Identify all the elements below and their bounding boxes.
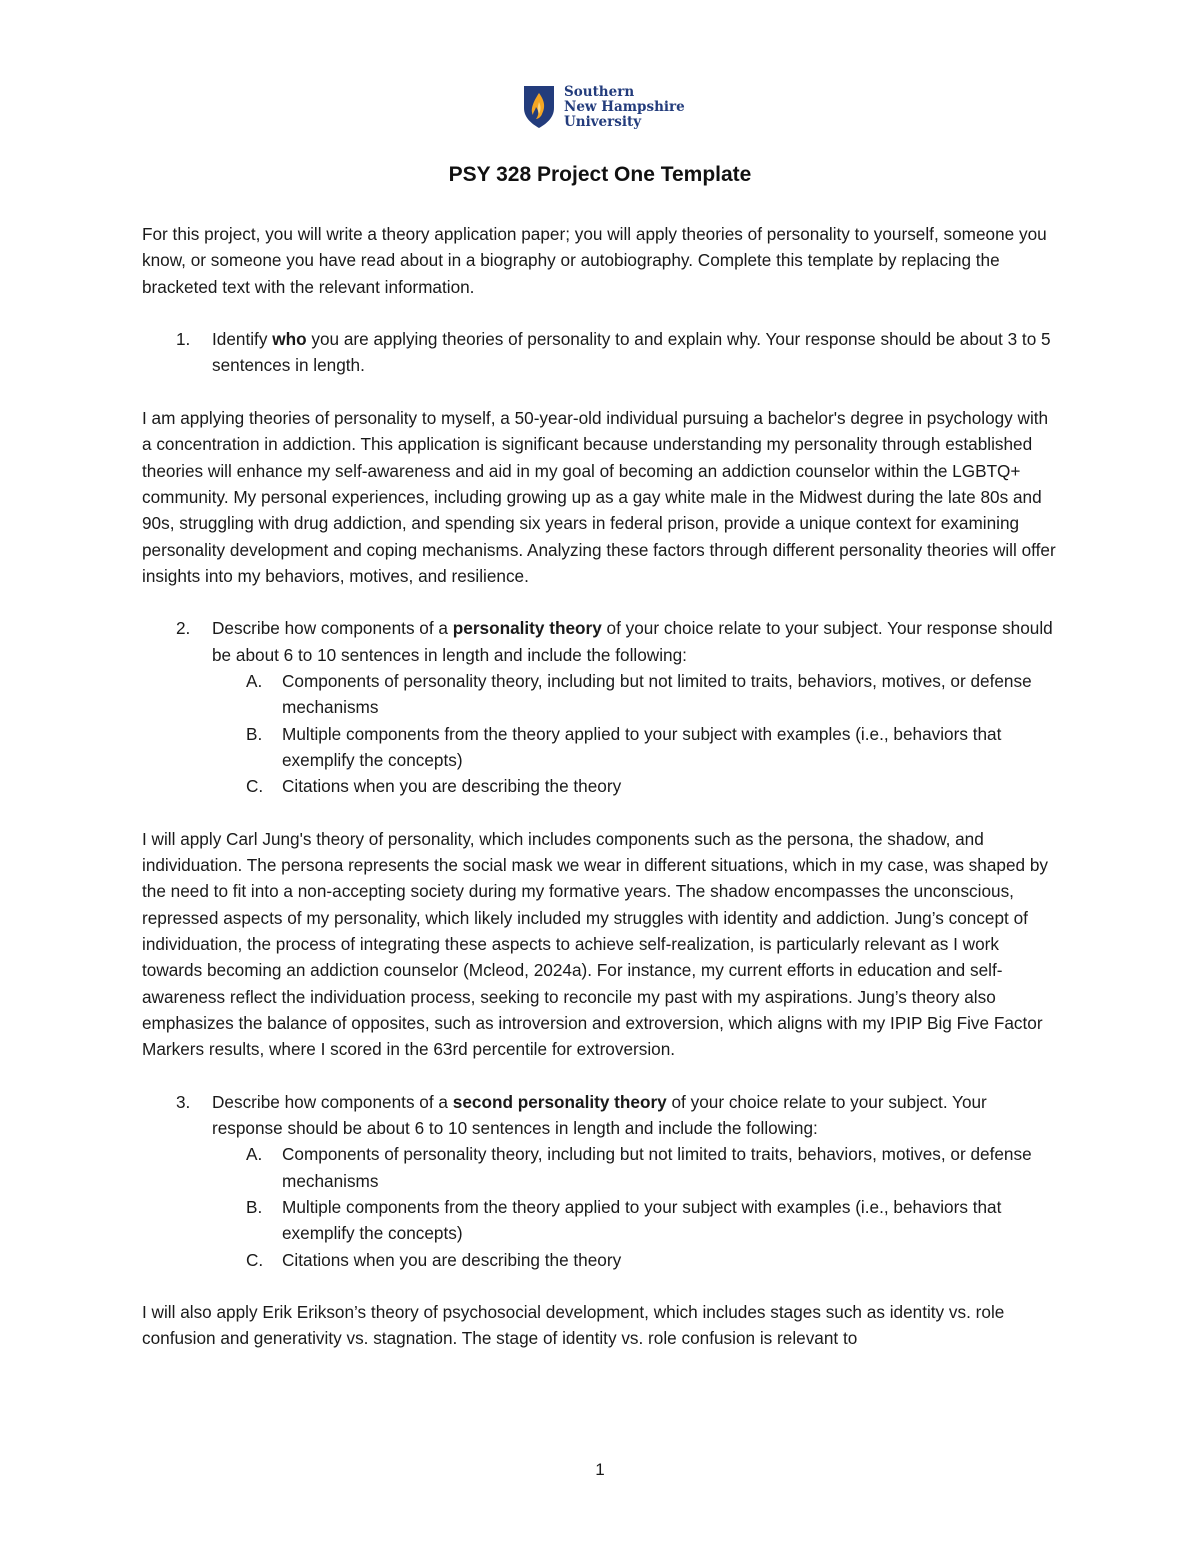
item-text: Citations when you are describing the theory bbox=[282, 1249, 622, 1270]
answer-3-paragraph: I will also apply Erik Erikson’s theory of psychosocial development, which includes stages such as identity vs. role confusion and generativity vs. stagnation. The stage of identity vs. role confusion is relevant to bbox=[142, 1302, 1005, 1349]
question-1-number: 1. bbox=[176, 329, 191, 350]
answer-1-paragraph: I am applying theories of personality to myself, a 50-year-old individual pursuing a bachelor's degree in psychology with a concentration in addiction. This application is significant because understanding my personality through established theories will enhance my self-awareness and aid in my goal of becoming an addiction counselor within the LGBTQ+ community. My personal experiences, including growing up as a gay white male in the Midwest during the late 80s and 90s, struggling with drug addiction, and spending six years in federal prison, provide a unique context for examining personality development and coping mechanisms. Analyzing these factors through different personality theories will offer insights into my behaviors, motives, and resilience. bbox=[142, 408, 1056, 586]
question-2-number: 2. bbox=[176, 618, 191, 639]
page-number: 1 bbox=[595, 1460, 605, 1479]
page-title: PSY 328 Project One Template bbox=[448, 163, 752, 186]
question-3-text-post: of your choice relate to your subject. Your response should be about 6 to 10 sentences in length and include the following: bbox=[212, 1091, 987, 1139]
item-letter: C. bbox=[246, 1249, 264, 1270]
item-letter: C. bbox=[246, 776, 264, 797]
university-logo bbox=[522, 84, 685, 130]
question-3-text-pre: Describe how components of a bbox=[212, 1091, 453, 1112]
question-2 bbox=[142, 615, 1062, 668]
item-text: Multiple components from the theory applied to your subject with examples (i.e., behaviors that exemplify the concepts) bbox=[282, 723, 1002, 770]
question-3-item-b bbox=[142, 1194, 1062, 1247]
question-1 bbox=[142, 326, 1062, 379]
question-1-text-bold: who bbox=[272, 329, 307, 350]
intro-paragraph: For this project, you will write a theory application paper; you will apply theories of personality to yourself, someone you know, or someone you have read about in a biography or autobiography. Complete this template by replacing the bracketed text with the relevant information. bbox=[142, 224, 1047, 297]
item-letter: B. bbox=[246, 1196, 263, 1217]
question-3-text-bold: second personality theory bbox=[452, 1091, 667, 1112]
question-2-text-post: of your choice relate to your subject. Your response should be about 6 to 10 sentences in length and include the following: bbox=[212, 618, 1053, 665]
question-3-item-a bbox=[142, 1141, 1062, 1194]
item-letter: A. bbox=[246, 1144, 263, 1165]
question-3-number: 3. bbox=[176, 1091, 191, 1112]
answer-2-paragraph: I will apply Carl Jung's theory of personality, which includes components such as the persona, the shadow, and individuation. The persona represents the social mask we wear in different situations, which in my case, was shaped by the need to fit into a non-accepting society during my formative years. The shadow encompasses the unconscious, repressed aspects of my personality, which likely included my struggles with identity and addiction. Jung’s concept of individuation, the process of integrating these aspects to achieve self-realization, is particularly relevant as I work towards becoming an addiction counselor (Mcleod, 2024a). For instance, my current efforts in education and self-awareness reflect the individuation process, seeking to reconcile my past with my aspirations. Jung’s theory also emphasizes the balance of opposites, such as introversion and extroversion, which aligns with my IPIP Big Five Factor Markers results, where I scored in the 63rd percentile for extroversion. bbox=[142, 828, 1049, 1060]
question-2-item-a bbox=[142, 668, 1062, 721]
question-3 bbox=[142, 1089, 1062, 1142]
logo-line-1: Southern bbox=[564, 83, 635, 100]
logo-wordmark bbox=[564, 85, 685, 130]
question-1-text-pre: Identify bbox=[212, 329, 273, 350]
item-letter: A. bbox=[246, 671, 263, 692]
question-2-item-b bbox=[142, 721, 1062, 774]
item-text: Components of personality theory, including but not limited to traits, behaviors, motives, or defense mechanisms bbox=[282, 1144, 1032, 1191]
logo-line-2: New Hampshire bbox=[564, 98, 685, 115]
question-2-item-c bbox=[142, 773, 1062, 799]
document-body bbox=[142, 221, 1062, 1352]
logo-line-3: University bbox=[564, 113, 642, 130]
shield-flame-icon bbox=[522, 84, 556, 130]
question-1-text-post: you are applying theories of personality to and explain why. Your response should be about 3 to 5 sentences in length. bbox=[212, 329, 1051, 376]
question-2-text-pre: Describe how components of a bbox=[212, 618, 453, 639]
item-text: Components of personality theory, including but not limited to traits, behaviors, motives, or defense mechanisms bbox=[282, 671, 1032, 718]
item-letter: B. bbox=[246, 723, 263, 744]
item-text: Citations when you are describing the theory bbox=[282, 776, 622, 797]
item-text: Multiple components from the theory applied to your subject with examples (i.e., behaviors that exemplify the concepts) bbox=[282, 1196, 1002, 1244]
question-3-item-c bbox=[142, 1247, 1062, 1273]
question-2-text-bold: personality theory bbox=[452, 618, 602, 639]
